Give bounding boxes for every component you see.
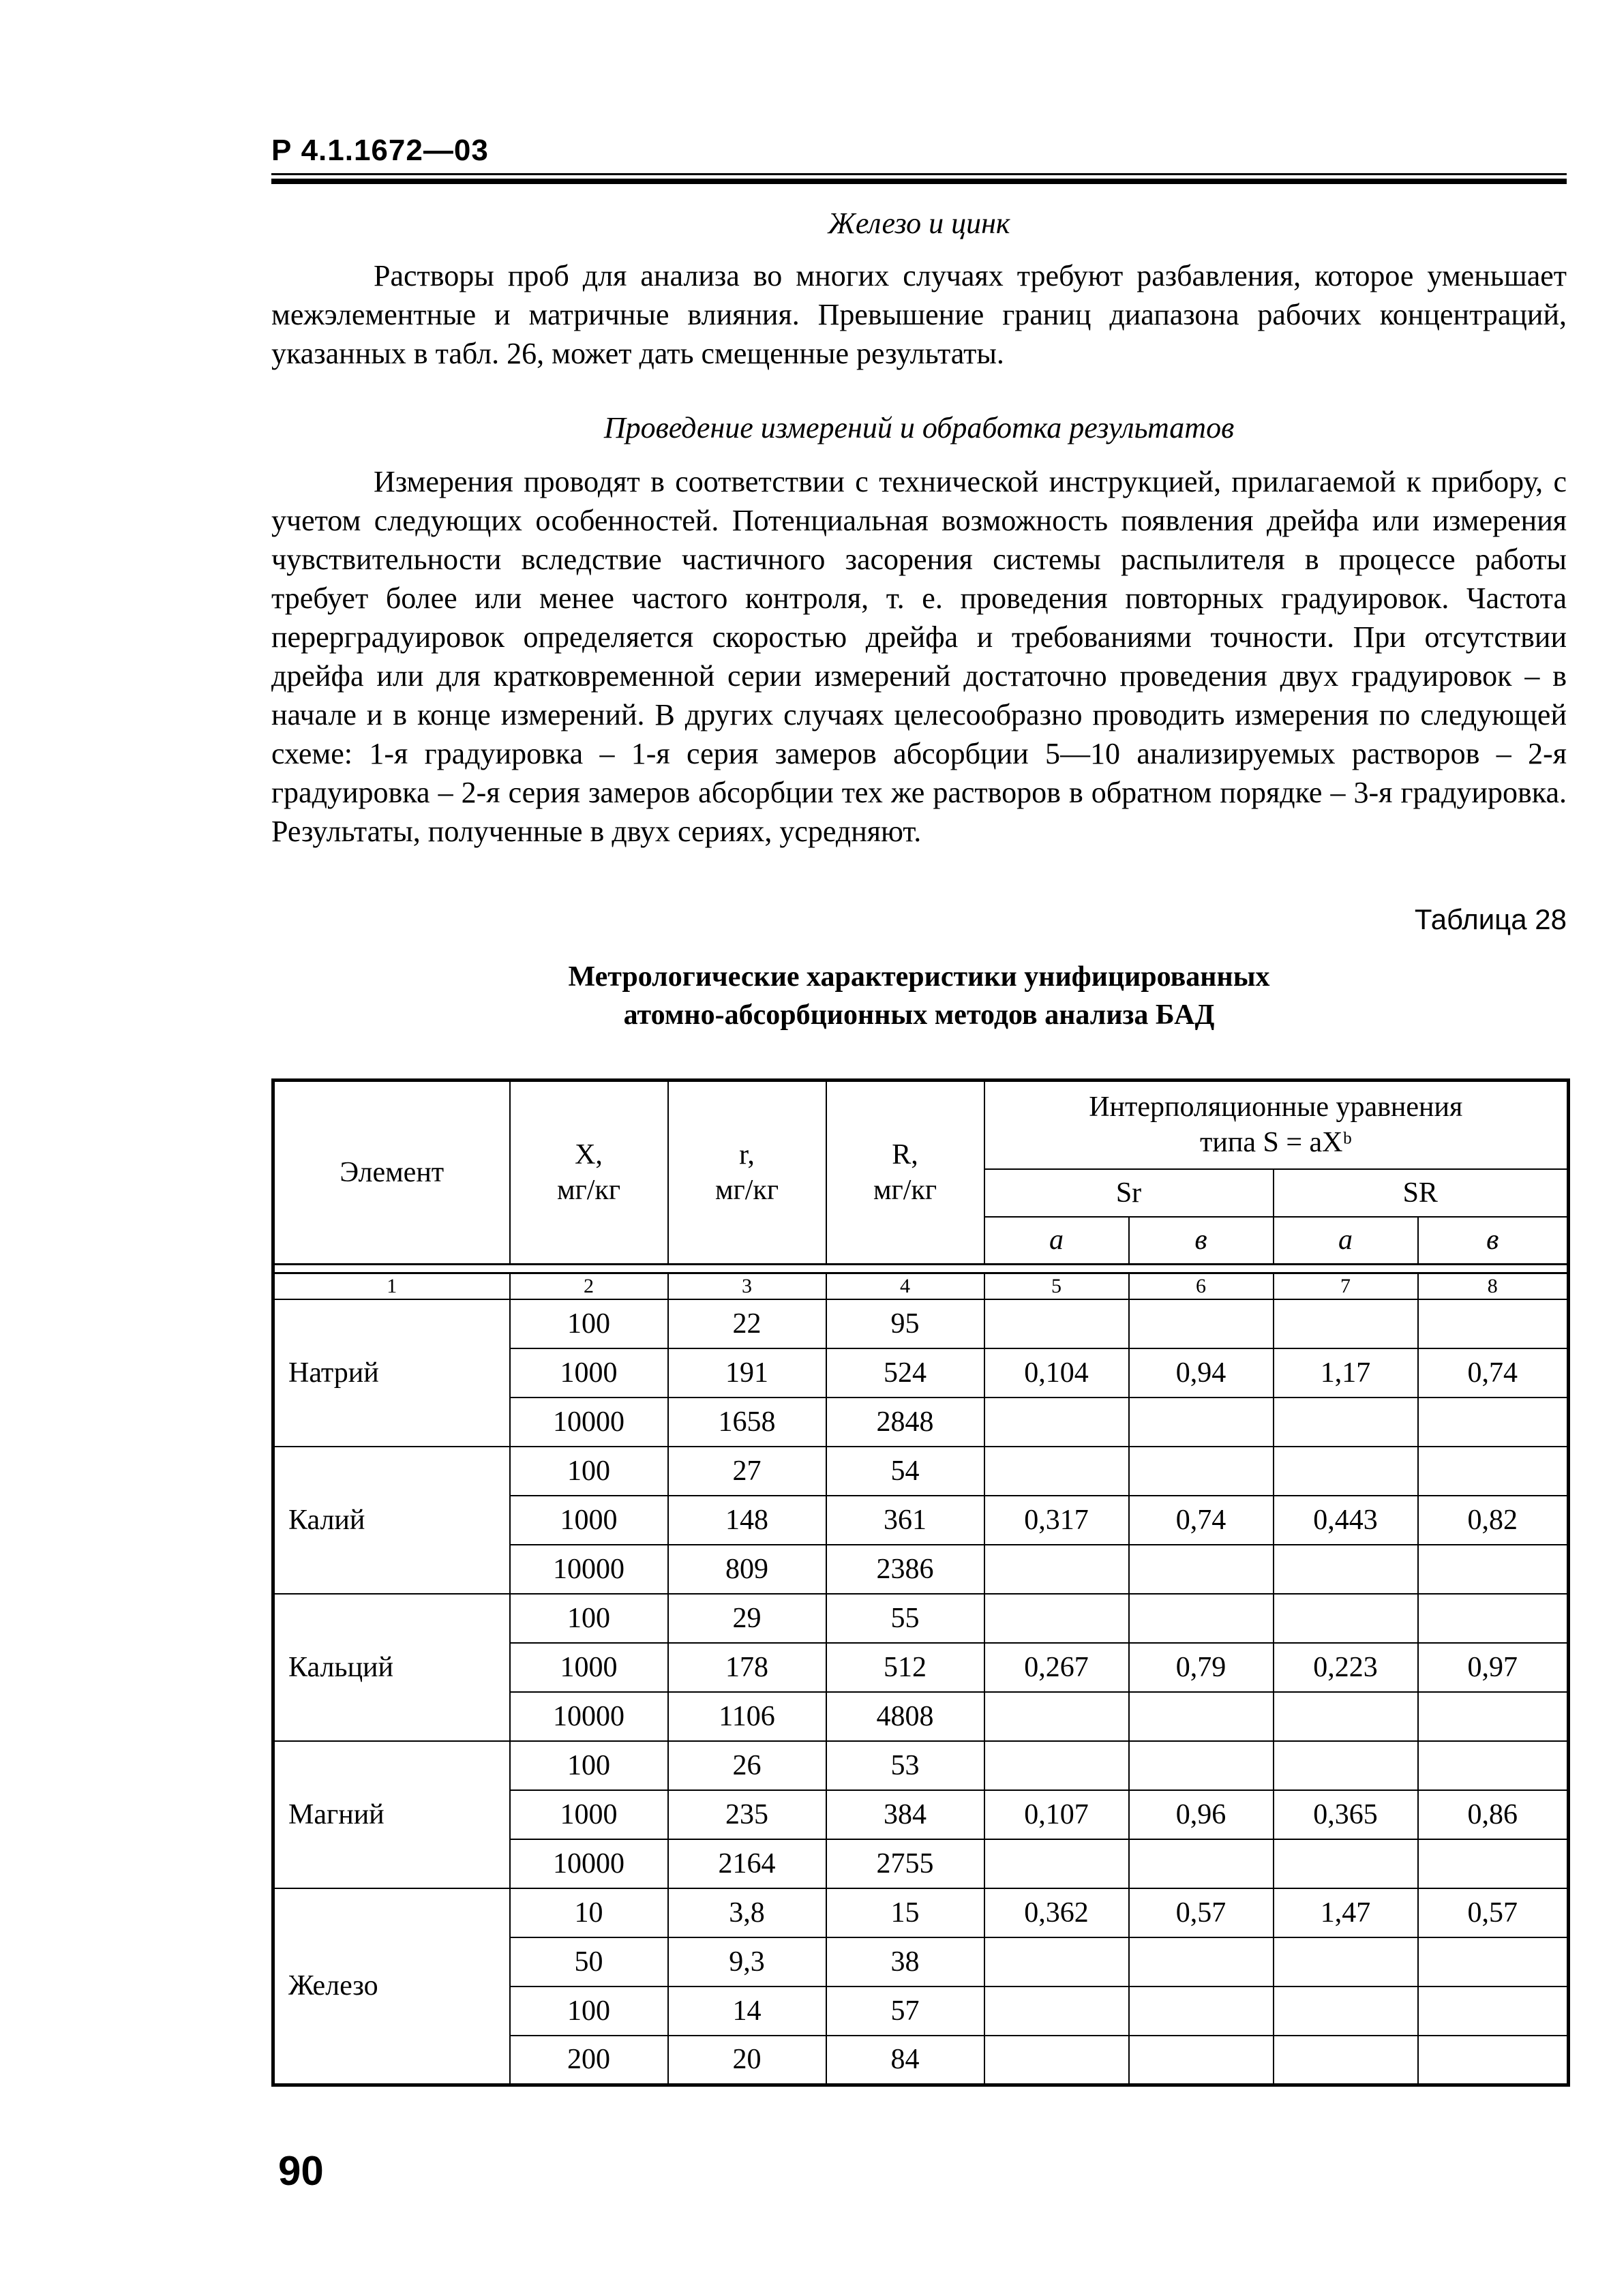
value-cell-r: 27	[668, 1447, 826, 1496]
value-cell-x: 10	[510, 1888, 668, 1937]
header-element: Элемент	[273, 1081, 510, 1265]
paragraph-dilution	[271, 256, 1567, 373]
table-number: Таблица 28	[1414, 903, 1567, 935]
table-title	[271, 958, 1567, 1034]
header-r-unit: мг/кг	[714, 1175, 779, 1206]
value-cell-x: 50	[510, 1937, 668, 1987]
value-cell-R: 57	[826, 1987, 984, 2036]
coefficient-cell	[1129, 1937, 1274, 1987]
header-interpolation	[984, 1081, 1569, 1169]
coefficient-cell: 0,74	[1129, 1496, 1274, 1545]
coefficient-cell	[1129, 1299, 1274, 1348]
value-cell-x: 10000	[510, 1839, 668, 1888]
coefficient-cell	[1274, 1594, 1418, 1643]
coefficient-cell	[1274, 1692, 1418, 1741]
value-cell-x: 1000	[510, 1643, 668, 1692]
table-row	[273, 1888, 1569, 1937]
value-cell-r: 26	[668, 1741, 826, 1790]
table-row	[273, 1447, 1569, 1496]
value-cell-R: 4808	[826, 1692, 984, 1741]
coefficient-cell	[984, 1447, 1129, 1496]
coefficient-cell	[1418, 1839, 1569, 1888]
value-cell-R: 524	[826, 1348, 984, 1398]
coefficient-cell	[1418, 1937, 1569, 1987]
paragraph-measurements-text: Измерения проводят в соответствии с технической инструкцией, прилагаемой к прибору, с учетом следующих особенностей. Потенциальная возможность появления дрейфа или измерения чувствительности вследствие частичного засорения системы распылителя в процессе работы требует более или менее частого контроля, т. е. проведения повторных градуировок. Частота перерградуировок определяется скоростью дрейфа и требованиями точности. При отсутствии дрейфа или для кратковременной серии измерений достаточно проведения двух градуировок – в начале и в конце измерений. В других случаях целесообразно проводить измерения по следующей схеме: 1-я градуировка – 1-я серия замеров абсорбции 5—10 анализируемых растворов – 2-я градуировка – 2-я серия замеров абсорбции тех же растворов в обратном порядке – 3-я градуировка. Результаты, полученные в двух сериях, усредняют.	[271, 465, 1567, 848]
coefficient-cell: 0,97	[1418, 1643, 1569, 1692]
column-number: 7	[1274, 1273, 1418, 1300]
element-name-cell: Калий	[273, 1447, 510, 1594]
value-cell-x: 1000	[510, 1348, 668, 1398]
coefficient-cell: 0,104	[984, 1348, 1129, 1398]
coefficient-cell	[984, 1594, 1129, 1643]
value-cell-R: 84	[826, 2036, 984, 2085]
header-r-label: r,	[739, 1139, 755, 1170]
value-cell-R: 95	[826, 1299, 984, 1348]
header-x	[510, 1081, 668, 1265]
coefficient-cell	[1129, 2036, 1274, 2085]
coefficient-cell	[984, 1398, 1129, 1447]
value-cell-r: 809	[668, 1545, 826, 1594]
value-cell-R: 2848	[826, 1398, 984, 1447]
value-cell-x: 100	[510, 1594, 668, 1643]
header-R	[826, 1081, 984, 1265]
header-R-label: R,	[892, 1139, 918, 1170]
coefficient-cell	[1418, 1741, 1569, 1790]
column-number: 3	[668, 1273, 826, 1300]
header-rule-thick	[271, 179, 1567, 184]
header-sr-b: в	[1129, 1217, 1274, 1265]
coefficient-cell	[1418, 1398, 1569, 1447]
value-cell-x: 10000	[510, 1545, 668, 1594]
value-cell-R: 55	[826, 1594, 984, 1643]
value-cell-r: 191	[668, 1348, 826, 1398]
coefficient-cell	[1129, 1398, 1274, 1447]
column-number: 1	[273, 1273, 510, 1300]
coefficient-cell	[1129, 1447, 1274, 1496]
coefficient-cell	[1274, 1987, 1418, 2036]
table-row	[273, 1741, 1569, 1790]
paragraph-measurements	[271, 462, 1567, 851]
table-body	[273, 1299, 1569, 2085]
coefficient-cell: 0,317	[984, 1496, 1129, 1545]
coefficient-cell	[1274, 1299, 1418, 1348]
coefficient-cell: 0,223	[1274, 1643, 1418, 1692]
column-number: 4	[826, 1273, 984, 1300]
value-cell-r: 29	[668, 1594, 826, 1643]
coefficient-cell: 0,362	[984, 1888, 1129, 1937]
coefficient-cell	[984, 1987, 1129, 2036]
coefficient-cell	[984, 1545, 1129, 1594]
value-cell-r: 178	[668, 1643, 826, 1692]
coefficient-cell: 0,57	[1418, 1888, 1569, 1937]
coefficient-cell	[1418, 2036, 1569, 2085]
coefficient-cell: 0,94	[1129, 1348, 1274, 1398]
header-sr: Sr	[984, 1169, 1274, 1217]
value-cell-r: 20	[668, 2036, 826, 2085]
header-sR: SR	[1274, 1169, 1569, 1217]
value-cell-r: 1658	[668, 1398, 826, 1447]
value-cell-r: 148	[668, 1496, 826, 1545]
paragraph-dilution-text: Растворы проб для анализа во многих случаях требуют разбавления, которое уменьшает межэлементные и матричные влияния. Превышение границ диапазона рабочих концентраций, указанных в табл. 26, может дать смещенные результаты.	[271, 259, 1567, 370]
coefficient-cell	[984, 1937, 1129, 1987]
coefficient-cell: 0,443	[1274, 1496, 1418, 1545]
header-x-unit: мг/кг	[556, 1175, 621, 1206]
header-x-label: X,	[575, 1139, 603, 1170]
value-cell-r: 2164	[668, 1839, 826, 1888]
value-cell-r: 1106	[668, 1692, 826, 1741]
header-separator	[273, 1265, 1569, 1273]
element-name-cell: Кальций	[273, 1594, 510, 1741]
coefficient-cell	[1274, 1839, 1418, 1888]
coefficient-cell: 0,107	[984, 1790, 1129, 1839]
coefficient-cell	[984, 1839, 1129, 1888]
coefficient-cell: 1,17	[1274, 1348, 1418, 1398]
value-cell-x: 100	[510, 1987, 668, 2036]
value-cell-R: 15	[826, 1888, 984, 1937]
coefficient-cell: 0,267	[984, 1643, 1129, 1692]
coefficient-cell: 0,79	[1129, 1643, 1274, 1692]
coefficient-cell: 0,86	[1418, 1790, 1569, 1839]
coefficient-cell	[1418, 1987, 1569, 2036]
column-number: 6	[1129, 1273, 1274, 1300]
header-interpolation-line-1: Интерполяционные уравнения	[1089, 1091, 1463, 1123]
element-name-cell: Натрий	[273, 1299, 510, 1447]
coefficient-cell	[1274, 1447, 1418, 1496]
coefficient-cell	[1418, 1545, 1569, 1594]
coefficient-cell	[1129, 1594, 1274, 1643]
coefficient-cell: 0,57	[1129, 1888, 1274, 1937]
column-number: 5	[984, 1273, 1129, 1300]
coefficient-cell: 0,74	[1418, 1348, 1569, 1398]
element-name-cell: Железо	[273, 1888, 510, 2085]
table-header	[273, 1081, 1569, 1300]
coefficient-cell	[1274, 2036, 1418, 2085]
column-number: 2	[510, 1273, 668, 1300]
table-row	[273, 1594, 1569, 1643]
metrology-table	[271, 1078, 1570, 2087]
page-number: 90	[278, 2148, 324, 2194]
value-cell-x: 1000	[510, 1496, 668, 1545]
coefficient-cell	[1418, 1447, 1569, 1496]
header-sR-a: а	[1274, 1217, 1418, 1265]
section-heading-iron-zinc: Железо и цинк	[828, 207, 1010, 240]
column-number-row	[273, 1273, 1569, 1300]
header-interpolation-line-2: типа S = aXᵇ	[1200, 1127, 1352, 1159]
header-rule-thin	[271, 173, 1567, 175]
coefficient-cell	[1129, 1839, 1274, 1888]
element-name-cell: Магний	[273, 1741, 510, 1888]
coefficient-cell	[1129, 1692, 1274, 1741]
coefficient-cell: 1,47	[1274, 1888, 1418, 1937]
coefficient-cell: 0,365	[1274, 1790, 1418, 1839]
value-cell-R: 54	[826, 1447, 984, 1496]
coefficient-cell	[1274, 1545, 1418, 1594]
coefficient-cell	[984, 1299, 1129, 1348]
column-number: 8	[1418, 1273, 1569, 1300]
value-cell-x: 100	[510, 1741, 668, 1790]
table-title-line-2: атомно-абсорбционных методов анализа БАД	[623, 999, 1215, 1031]
coefficient-cell	[1129, 1987, 1274, 2036]
value-cell-R: 384	[826, 1790, 984, 1839]
value-cell-R: 512	[826, 1643, 984, 1692]
coefficient-cell	[1418, 1299, 1569, 1348]
document-code: Р 4.1.1672—03	[271, 134, 489, 167]
coefficient-cell: 0,82	[1418, 1496, 1569, 1545]
coefficient-cell	[984, 2036, 1129, 2085]
value-cell-R: 53	[826, 1741, 984, 1790]
value-cell-R: 2755	[826, 1839, 984, 1888]
coefficient-cell	[1129, 1741, 1274, 1790]
value-cell-x: 200	[510, 2036, 668, 2085]
value-cell-r: 14	[668, 1987, 826, 2036]
header-r	[668, 1081, 826, 1265]
coefficient-cell	[984, 1741, 1129, 1790]
value-cell-x: 10000	[510, 1398, 668, 1447]
value-cell-R: 38	[826, 1937, 984, 1987]
value-cell-r: 3,8	[668, 1888, 826, 1937]
value-cell-R: 361	[826, 1496, 984, 1545]
value-cell-x: 1000	[510, 1790, 668, 1839]
value-cell-r: 9,3	[668, 1937, 826, 1987]
coefficient-cell	[1274, 1398, 1418, 1447]
coefficient-cell	[1129, 1545, 1274, 1594]
header-sR-b: в	[1418, 1217, 1569, 1265]
value-cell-x: 100	[510, 1299, 668, 1348]
coefficient-cell: 0,96	[1129, 1790, 1274, 1839]
coefficient-cell	[1274, 1937, 1418, 1987]
header-R-unit: мг/кг	[873, 1175, 937, 1206]
value-cell-x: 100	[510, 1447, 668, 1496]
table-row	[273, 1299, 1569, 1348]
value-cell-r: 22	[668, 1299, 826, 1348]
value-cell-r: 235	[668, 1790, 826, 1839]
section-heading-measurements: Проведение измерений и обработка результатов	[603, 411, 1235, 444]
coefficient-cell	[1418, 1594, 1569, 1643]
coefficient-cell	[984, 1692, 1129, 1741]
table-title-line-1: Метрологические характеристики унифицированных	[568, 961, 1270, 993]
coefficient-cell	[1274, 1741, 1418, 1790]
header-sr-a: а	[984, 1217, 1129, 1265]
coefficient-cell	[1418, 1692, 1569, 1741]
value-cell-x: 10000	[510, 1692, 668, 1741]
value-cell-R: 2386	[826, 1545, 984, 1594]
